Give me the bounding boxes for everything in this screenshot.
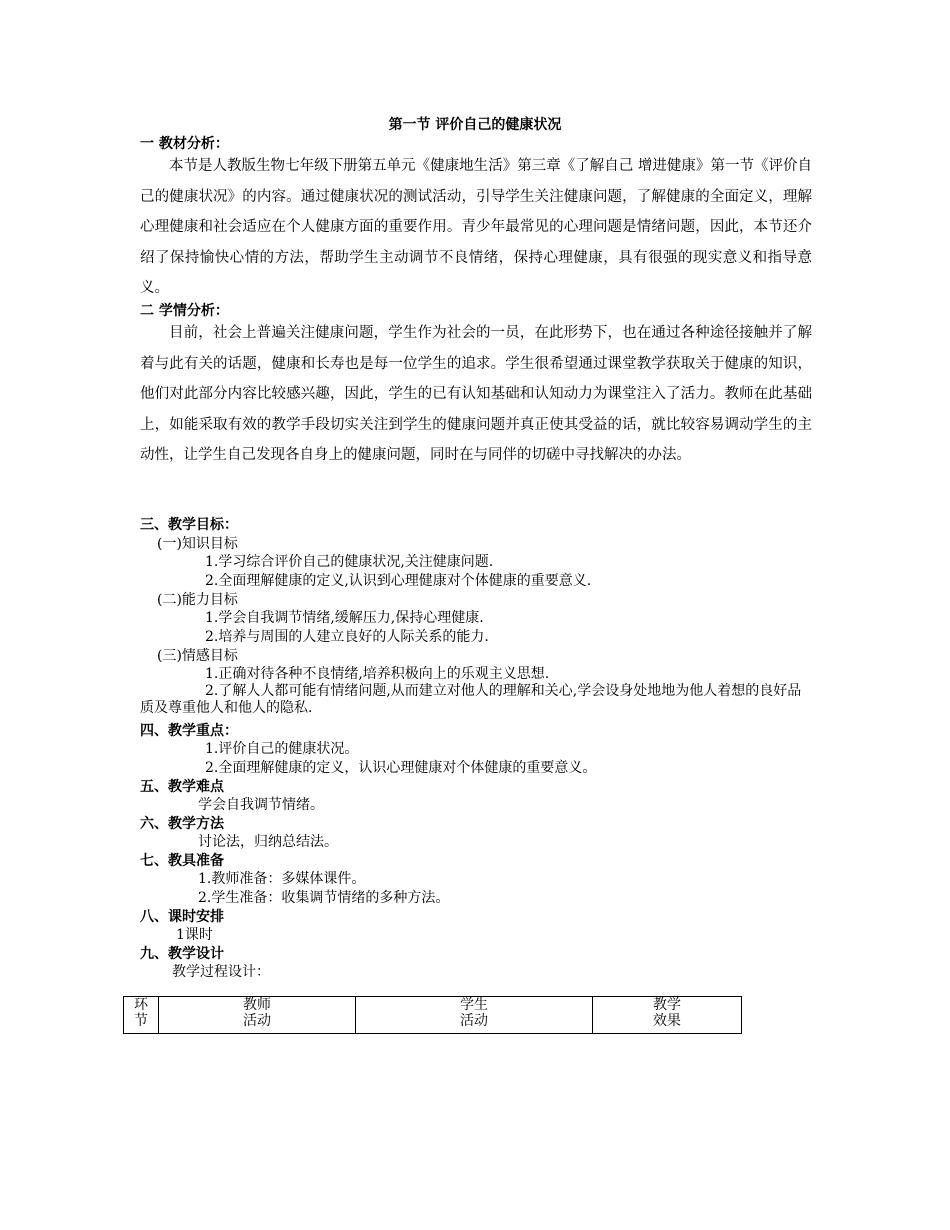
goal-group-knowledge: (一)知识目标 [157,536,238,552]
material-item: 2.学生准备：收集调节情绪的多种方法。 [198,890,450,906]
method-item: 讨论法，归纳总结法。 [198,834,338,850]
goal-item: 2.全面理解健康的定义,认识到心理健康对个体健康的重要意义. [205,573,592,589]
design-intro: 教学过程设计： [172,964,270,980]
textbook-analysis-paragraph: 本节是人教版生物七年级下册第五单元《健康地生活》第三章《了解自己 增进健康》第一节《评价自己的健康状况》的内容。通过健康状况的测试活动，引导学生关注健康问题，了解健康的全面定义，理解心理健康和社会适应在个人健康方面的重要作用。青少年最常见的心理问题是情绪问题，因此，本节还介绍了保持愉快心情的方法，帮助学生主动调节不良情绪，保持心理健康，具有很强的现实意义和指导意义。 [140,158,812,296]
key-point-item: 2.全面理解健康的定义，认识心理健康对个体健康的重要意义。 [205,760,597,776]
section-heading-key-points: 四、教学重点： [140,723,238,739]
goal-group-ability: (二)能力目标 [157,592,238,608]
page-title: 第一节 评价自己的健康状况 [388,117,562,133]
goal-item: 1.正确对待各种不良情绪,培养积极向上的乐观主义思想. [205,666,550,682]
teaching-design-table [123,996,742,1034]
section-heading-student-analysis: 二 学情分析： [140,303,229,319]
schedule-item: 1课时 [176,927,213,943]
goal-item: 1.学会自我调节情绪,缓解压力,保持心理健康. [205,610,484,626]
section-heading-difficulties: 五、教学难点 [140,779,224,795]
table-header-cell: 教师 活动 [159,997,356,1034]
table-header-cell: 学生 活动 [356,997,593,1034]
table-header-cell: 环 节 [124,997,159,1034]
goal-group-emotion: (三)情感目标 [157,648,238,664]
table-header-cell: 教学 效果 [593,997,742,1034]
material-item: 1.教师准备：多媒体课件。 [198,871,366,887]
table-row [124,997,742,1034]
student-analysis-paragraph: 目前，社会上普遍关注健康问题，学生作为社会的一员，在此形势下，也在通过各种途径接触并了解着与此有关的话题，健康和长寿也是每一位学生的追求。学生很希望通过课堂教学获取关于健康的知识，他们对此部分内容比较感兴趣，因此，学生的已有认知基础和认知动力为课堂注入了活力。教师在此基础上，如能采取有效的教学手段切实关注到学生的健康问题并真正使其受益的话，就比较容易调动学生的主动性，让学生自己发现各自身上的健康问题，同时在与同伴的切磋中寻找解决的办法。 [140,325,812,463]
section-heading-textbook-analysis: 一 教材分析： [140,136,229,152]
section-heading-materials: 七、教具准备 [140,853,224,869]
section-heading-methods: 六、教学方法 [140,816,224,832]
section-heading-teaching-goals: 三、教学目标： [140,517,238,533]
difficulty-item: 学会自我调节情绪。 [198,797,324,813]
goal-item: 2.培养与周围的人建立良好的人际关系的能力. [205,629,489,645]
goal-item: 2.了解人人都可能有情绪问题,从而建立对他人的理解和关心,学会设身处地地为他人着想的良好品质及尊重他人和他人的隐私. [140,683,802,716]
goal-item: 1.学习综合评价自己的健康状况,关注健康问题. [205,554,494,570]
key-point-item: 1.评价自己的健康状况。 [205,741,359,757]
section-heading-design: 九、教学设计 [140,946,224,962]
section-heading-schedule: 八、课时安排 [140,909,224,925]
